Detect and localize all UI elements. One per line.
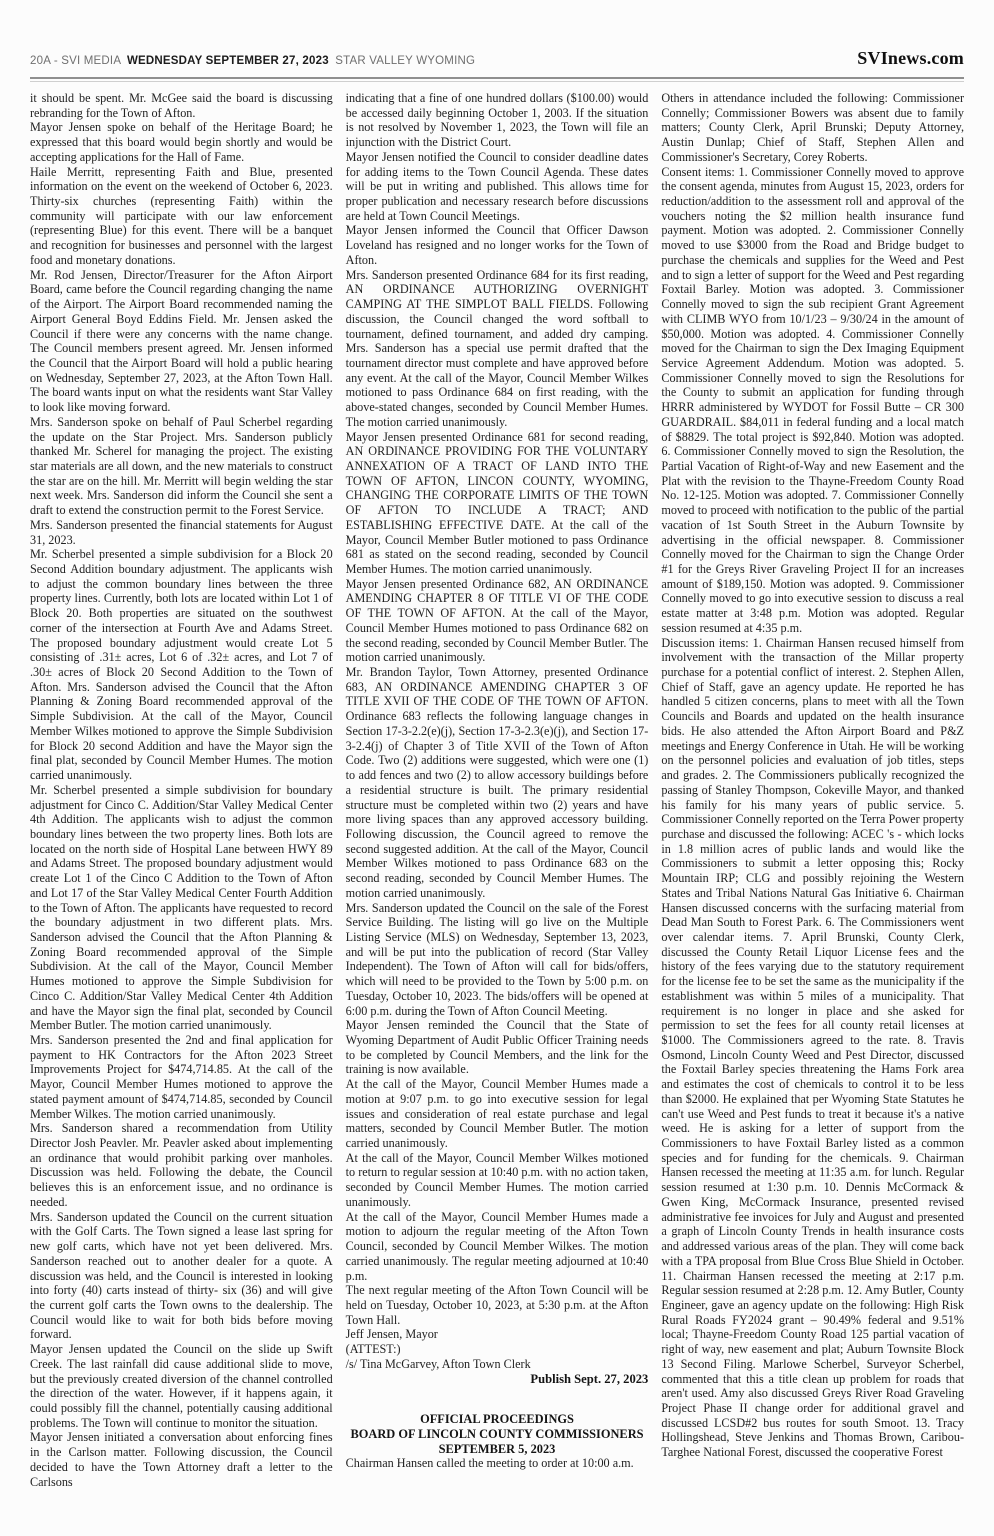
paragraph: Mayor Jensen presented Ordinance 681 for second reading, AN ORDINANCE PROVIDING FOR THE VOLUNTARY ANNEXATION OF A TRACT OF LAND INTO THE TOWN OF AFTON, LINCON COUNTY, WYOMING, CHANGING THE CORPORATE LIMITS OF THE TOWN OF AFTON TO INCLUDE A TRACT; AND ESTABLISHING EFFECTIVE DATE. At the call of the Mayor, Council Member Butler motioned to pass Ordinance 681 as stated on the second reading, seconded by Council Member Humes. The motion carried unanimously. (345, 429, 649, 576)
paragraph: Mayor Jensen spoke on behalf of the Heritage Board; he expressed that this board would begin shortly and would be accepting applications for the Hall of Fame. (30, 120, 333, 164)
spacer (346, 1387, 649, 1412)
paragraph: Mrs. Sanderson shared a recommendation from Utility Director Josh Peavler. Mr. Peavler asked about implementing an ordinance that would prohibit parking over manholes. Discussion was held. Following the debate, the Council believes this is an enforcement issue, and no ordinance is needed. (30, 1121, 333, 1209)
paragraph: Mrs. Sanderson presented the financial statements for August 31, 2023. (30, 517, 333, 547)
page-header (30, 0, 964, 69)
paragraph: Mrs. Sanderson updated the Council on the sale of the Forest Service Building. The listing will go live on the Multiple Listing Service (MLS) on Wednesday, September 13, 2023, and will be put into the publication of record (Star Valley Independent). The Town of Afton will call for bids/offers, which will need to be provided to the Town by 5:00 p.m. on Tuesday, October 10, 2023. The bids/offers will be opened at 6:00 p.m. during the Town of Afton Council Meeting. (345, 900, 649, 1018)
paragraph: At the call of the Mayor, Council Member Wilkes motioned to return to regular session at 10:40 p.m. with no action taken, seconded by Council Member Humes. The motion carried unanimously. (345, 1150, 649, 1209)
paragraph: (ATTEST:) (345, 1342, 401, 1357)
section-heading: BOARD OF LINCOLN COUNTY COMMISSIONERS (350, 1426, 644, 1441)
news-column-2 (346, 91, 649, 1489)
location-label: STAR VALLEY WYOMING (335, 55, 476, 67)
page-number-label: 20A - SVI MEDIA (30, 55, 121, 67)
paragraph: it should be spent. Mr. McGee said the board is discussing rebranding for the Town of Afton. (30, 91, 333, 120)
paragraph: Discussion items: 1. Chairman Hansen recused himself from involvement with the transaction of the Millar property purchase for a potential conflict of interest. 2. Stephen Allen, Chief of Staff, gave an agency update. He reported he has handled 5 citizen concerns, plans to meet with all the Town Councils and Boards and updated on the health insurance bids. He also attended the Afton Airport Board and P&Z meetings and Energy Conference in Utah. He will be working on the personnel policies and evaluation of job titles, steps and grades. 2. The Commissioners publically recognized the passing of Stanley Thompson, Cokeville Mayor, and thanked his family for his many years of public service. 5. Commissioner Connelly reported on the Terra Power property purchase and discussed the following: ACEC 's - which locks in 1.8 million acres of public lands and would like the Commissioners to submit a letter opposing this; Rocky Mountain IRP; CLG and possibly rejoining the Western States and Tribal Nations Natural Gas Initiative 6. Chairman Hansen discussed concerns with the surfacing material from Dead Man South to Forest Park. 6. The Commissioners went over calendar items. 7. April Brunski, County Clerk, discussed the County Retail Liquor License fees and the history of the fees varying due to the statutory requirement for the license fee to be set the same as the municipality if the establishment was within 5 miles of a municipality. That requirement is no longer in place and she asked for permission to set the fees for all county retail licenses at $1000. The Commissioners agreed to the rate. 8. Travis Osmond, Lincoln County Weed and Pest Director, discussed the Foxtail Barley species threatening the Hams Fork area and estimates the cost of chemicals to control it to be less than $2000. He explained that per Wyoming State Statutes he can't use Weed and Pest funds to treat it because it's a native weed. He is asking for a letter of support from the Commissioners to have Foxtail Barley listed as a common species and for funding for the chemicals. 9. Chairman Hansen recessed the meeting at 11:35 a.m. for lunch. Regular session resumed at 1:30 p.m. 10. Dennis McCormack & Gwen King, McCormack Insurance, presented revised administrative fee invoices for July and August and presented a graph of Lincoln County Trends in health insurance costs and addressed various areas of the plan. They will come back with a TPA proposal from Blue Cross Blue Shield in October. 11. Chairman Hansen recessed the meeting at 2:17 p.m. Regular session resumed at 2:28 p.m. 12. Amy Butler, County Engineer, gave an agency update on the following: High Risk Rural Roads FY2024 grant – 90.49% federal and 9.51% local; Thayne-Freedom County Road 125 partial vacation of right of way, new easement and plat; Auburn Townsite Block 13 Second Filing. Marlowe Scherbel, Surveyor Scherbel, commented that this a title clean up problem for roads that aren't used. Amy also discussed Greys River Road Graveling Project Phase II change order for additional gravel and discussed LCSD#2 bus routes for south Smoot. 13. Tracy Hollingshead, Steve Jenkins and Thomas Brown, Caribou-Targhee National Forest, discussed the cooperative Forest (661, 635, 965, 1460)
publish-line: Publish Sept. 27, 2023 (530, 1371, 649, 1386)
section-heading: OFFICIAL PROCEEDINGS (420, 1411, 574, 1426)
paragraph: Mayor Jensen reminded the Council that the State of Wyoming Department of Audit Public Officer Training needs to be completed by Council Members, and the link for the training is now available. (345, 1018, 649, 1077)
paragraph: Mrs. Sanderson presented the 2nd and final application for payment to HK Contractors for the Afton 2023 Street Improvements Project for $474,714.85. At the call of the Mayor, Council Member Humes motioned to approve the stated payment amount of $474,714.85, seconded by Council Member Wilkes. The motion carried unanimously. (30, 1033, 333, 1121)
masthead-left (30, 55, 475, 67)
paragraph: Others in attendance included the following: Commissioner Connelly; Commissioner Bowers was absent due to family matters; County Clerk, April Brunski; Deputy Attorney, Austin Dunlap; Chief of Staff, Stephen Allen and Commissioner's Secretary, Corey Roberts. (661, 91, 965, 164)
issue-date: WEDNESDAY SEPTEMBER 27, 2023 (126, 55, 329, 67)
paragraph: Mr. Scherbel presented a simple subdivision for boundary adjustment for Cinco C. Addition/Star Valley Medical Center 4th Addition. The applicants wish to adjust the common boundary lines between the two property lines. Both lots are located on the north side of Hospital Lane between HWY 89 and Adams Street. The proposed boundary adjustment would create Lot 1 of the Cinco C Addition to the Town of Afton and Lot 17 of the Star Valley Medical Center Fourth Addition to the Town of Afton. The applicants have requested to record the boundary adjustment in two different plats. Mrs. Sanderson advised the Council that the Afton Planning & Zoning Board recommended approval of the Simple Subdivision. At the call of the Mayor, Council Member Humes motioned to approve the Simple Subdivision for Cinco C. Addition/Star Valley Medical Center 4th Addition and have the Mayor sign the final plat, seconded by Council Member Butler. The motion carried unanimously. (30, 782, 333, 1033)
header-divider (30, 77, 964, 82)
paragraph: At the call of the Mayor, Council Member Humes made a motion to adjourn the regular meeting of the Afton Town Council, seconded by Council Member Wilkes. The motion carried unanimously. The regular meeting adjourned at 10:40 p.m. (345, 1209, 649, 1283)
paragraph: Mrs. Sanderson presented Ordinance 684 for its first reading, AN ORDINANCE AUTHORIZING OVERNIGHT CAMPING AT THE SIMPLOT BALL FIELDS. Following discussion, the Council changed the word softball to tournament, defined tournament, and added dry camping. Mrs. Sanderson has a special use permit drafted that the tournament director must complete and have approved before any event. At the call of the Mayor, Council Member Wilkes motioned to pass Ordinance 684 on first reading, with the above-stated changes, seconded by Council Member Humes. The motion carried unanimously. (345, 267, 649, 429)
paragraph: Haile Merritt, representing Faith and Blue, presented information on the event on the weekend of October 6, 2023. Thirty-six churches (representing Faith) within the community will participate with our law enforcement (representing Blue) for this event. There will be a banquet and recognition for businesses and personnel with the largest food and monetary donations. (30, 164, 333, 267)
paragraph: Mayor Jensen updated the Council on the slide up Swift Creek. The last rainfall did cause additional slide to move, but the previously created diversion of the channel controlled the direction of the water. However, if it happens again, it could possibly fill the channel, potentially causing additional problems. The Town will continue to monitor the situation. (30, 1342, 333, 1430)
paragraph: At the call of the Mayor, Council Member Humes made a motion at 9:07 p.m. to go into executive session for legal issues and consideration of real estate purchase and legal matters, seconded by Council Member Butler. The motion carried unanimously. (345, 1077, 649, 1151)
paragraph: Mayor Jensen informed the Council that Officer Dawson Loveland has resigned and no longer works for the Town of Afton. (345, 223, 649, 267)
news-column-3 (661, 91, 964, 1489)
paragraph: Jeff Jensen, Mayor (345, 1327, 438, 1342)
paragraph: Mayor Jensen notified the Council to consider deadline dates for adding items to the Town Council Agenda. These dates will be put in writing and published. This allows time for proper publication and necessary research before discussions are held at Town Council Meetings. (345, 149, 649, 223)
paragraph: Mayor Jensen presented Ordinance 682, AN ORDINANCE AMENDING CHAPTER 8 OF TITLE VI OF THE CODE OF THE TOWN OF AFTON. At the call of the Mayor, Council Member Humes motioned to pass Ordinance 682 on the second reading, seconded by Council Member Butler. The motion carried unanimously. (345, 576, 649, 665)
website-label: SVInews.com (857, 48, 964, 68)
section-heading: SEPTEMBER 5, 2023 (438, 1441, 556, 1456)
news-column-1 (30, 91, 333, 1489)
paragraph: Mr. Scherbel presented a simple subdivision for a Block 20 Second Addition boundary adjustment. The applicants wish to adjust the common boundary lines between the three property lines. Currently, both lots are located within Lot 1 of Block 20. Both properties are situated on the southwest corner of the intersection at Fourth Ave and Adams Street. The proposed boundary adjustment would create Lot 5 consisting of .31± acres, Lot 6 of .32± acres, and Lot 7 of .30± acres of Block 20 Second Addition to the Town of Afton. Mrs. Sanderson advised the Council that the Afton Planning & Zoning Board recommended approval of the Simple Subdivision. At the call of the Mayor, Council Member Wilkes motioned to approve the Simple Subdivision for Block 20 second Addition and have the Mayor sign the final plat, seconded by Council Member Humes. The motion carried unanimously. (30, 547, 333, 783)
paragraph: Consent items: 1. Commissioner Connelly moved to approve the consent agenda, minutes from August 15, 2023, orders for reduction/addition to the assessment roll and approval of the vouchers noting the $2 million health insurance fund payment. Motion was adopted. 2. Commissioner Connelly moved to use $3000 from the Road and Bridge budget to purchase the chemicals and supplies for the Weed and Pest and to sign a letter of support for the Weed and Pest regarding Foxtail Barley. Motion was adopted. 3. Commissioner Connelly moved to sign the sub recipient Grant Agreement with CLIMB WYO from 10/1/23 – 9/30/24 in the amount of $50,000. Motion was adopted. 4. Commissioner Connelly moved for the Chairman to sign the Dex Imaging Equipment Service Agreement Addendum. Motion was adopted. 5. Commissioner Connelly moved to sign the Resolutions for the County to submit an application for funding through HRRR administered by WYDOT for Fossil Butte – CR 300 GUARDRAIL. $84,011 in federal funding and a local match of $8829. The total project is $92,840. Motion was adopted. 6. Commissioner Connelly moved to sign the Resolution, the Partial Vacation of Right-of-Way and new Easement and the Plat with the revision to the Thayne-Freedom County Road No. 12-125. Motion was adopted. 7. Commissioner Connelly moved to proceed with notification to the public of the partial vacation of 1st South Street in the Auburn Townsite by advertising in the official newspaper. 8. Commissioner Connelly moved for the Chairman to sign the Change Order #1 for the Greys River Graveling Project II for an increases amount of $189,150. Motion was adopted. 9. Commissioner Connelly moved to go into executive session to discuss a real estate matter at 3:48 p.m. Motion was adopted. Regular session resumed at 4:35 p.m. (661, 164, 965, 635)
article-columns (30, 91, 964, 1489)
paragraph: Mr. Rod Jensen, Director/Treasurer for the Afton Airport Board, came before the Council regarding changing the name of the Airport. The Airport Board recommended naming the Airport General Boyd Eddins Field. Mr. Jensen asked the Council if there were any concerns with the name change. The Council members present agreed. Mr. Jensen informed the Council that the Airport Board will hold a public hearing on Wednesday, September 27, 2023, at the Afton Town Hall. The board wants input on what the residents want Star Valley to look like moving forward. (30, 267, 333, 415)
paragraph: /s/ Tina McGarvey, Afton Town Clerk (345, 1356, 531, 1371)
paragraph: Mayor Jensen initiated a conversation about enforcing fines in the Carlson matter. Following discussion, the Council decided to have the Town Attorney draft a letter to the Carlsons (30, 1430, 333, 1489)
paragraph: The next regular meeting of the Afton Town Council will be held on Tuesday, October 10, 2023, at 5:30 p.m. at the Afton Town Hall. (345, 1283, 649, 1327)
paragraph: Mrs. Sanderson spoke on behalf of Paul Scherbel regarding the update on the Star Project. Mrs. Sanderson publicly thanked Mr. Scherel for managing the project. The existing star materials are all down, and the new materials to construct the star are on the hill. Mr. Merritt will begin welding the star next week. Mrs. Sanderson did inform the Council she sent a draft to extend the construction permit to the Forest Service. (30, 414, 333, 518)
paragraph: Chairman Hansen called the meeting to order at 10:00 a.m. (345, 1456, 634, 1471)
paragraph: Mrs. Sanderson updated the Council on the current situation with the Golf Carts. The Town signed a lease last spring for new golf carts, which have not yet been delivered. Mrs. Sanderson reached out to another dealer for a quote. A discussion was held, and the Council is interested in looking into forty (40) carts instead of thirty- six (36) and will give the current golf carts the Town owns to the dealership. The Council would like to wait for both bids before moving forward. (30, 1209, 333, 1342)
paragraph: Mr. Brandon Taylor, Town Attorney, presented Ordinance 683, AN ORDINANCE AMENDING CHAPTER 3 OF TITLE XVII OF THE CODE OF THE TOWN OF AFTON. Ordinance 683 reflects the following language changes in Section 17-3-2.2(e)(j), Section 17-3-2.3(e)(j), and Section 17-3-2.4(j) of Chapter 3 of Title XVII of the Town of Afton Code. Two (2) additions were suggested, which were one (1) to add fences and two (2) to allow accessory buildings before a residential structure is built. The primary residential structure must be completed within two (2) years and have more living spaces than any approved accessory building. Following discussion, the Council agreed to remove the second suggested addition. At the call of the Mayor, Council Member Wilkes motioned to pass Ordinance 683 on the second reading, seconded by Council Member Humes. The motion carried unanimously. (345, 665, 649, 900)
paragraph: indicating that a fine of one hundred dollars ($100.00) would be accessed daily beginning October 1, 2003. If the situation is not resolved by November 1, 2023, the Town will file an injunction with the District Court. (345, 91, 649, 150)
